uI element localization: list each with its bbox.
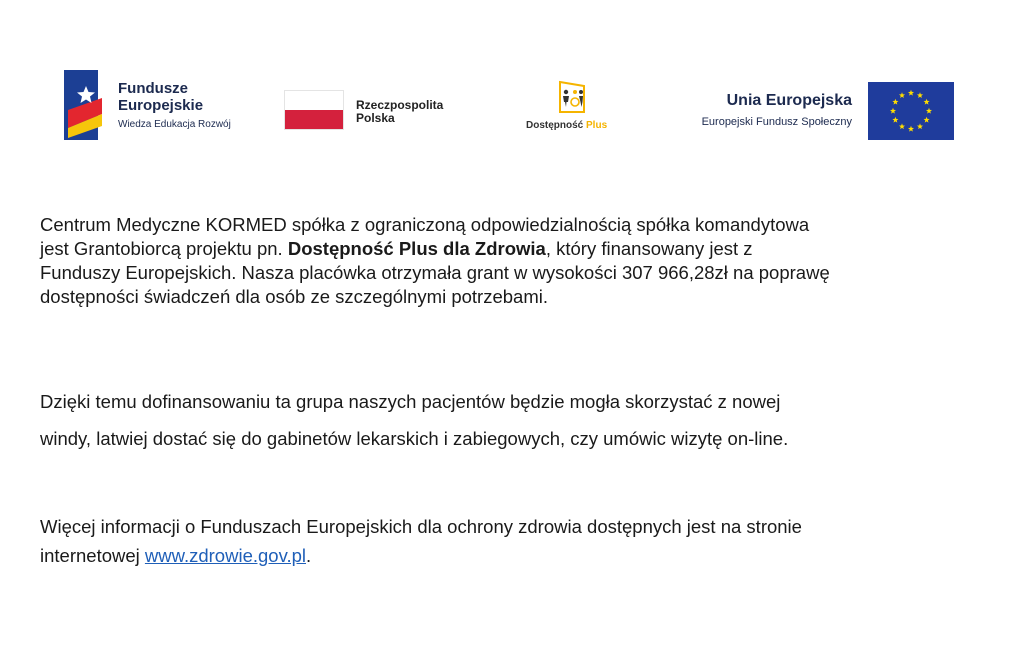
- unia-subtitle: Europejski Fundusz Społeczny: [701, 116, 852, 128]
- polish-flag-icon: [284, 90, 344, 130]
- paragraph1-line4: dostępności świadczeń dla osób ze szczególnymi potrzebami.: [40, 286, 548, 307]
- paragraph-more-info: [40, 512, 1000, 570]
- paragraph1-line2-end: , który finansowany jest z: [545, 238, 753, 259]
- paragraph2-line1: Dzięki temu dofinansowaniu ta grupa naszych pacjentów będzie mogła skorzystać z nowej: [40, 391, 781, 412]
- fundusze-tagline: Wiedza Edukacja Rozwój: [118, 119, 231, 130]
- paragraph3-line2-end: .: [306, 545, 312, 566]
- rzeczpospolita-polska-logo: [284, 88, 474, 136]
- paragraph1-line2-start: jest Grantobiorcą projektu pn.: [40, 238, 288, 259]
- polska-title-line2: Polska: [356, 111, 395, 125]
- fundusze-title-line2: Europejskie: [118, 97, 204, 114]
- eu-flag-icon: [868, 82, 954, 140]
- accessibility-people-icon: [554, 80, 590, 114]
- zdrowie-gov-link[interactable]: www.zdrowie.gov.pl: [144, 545, 306, 566]
- dostepnosc-plus-label: [526, 120, 607, 132]
- paragraph3-line2: [40, 541, 1000, 570]
- fundusze-europejskie-icon: [64, 70, 108, 140]
- dostepnosc-plus-logo: [520, 80, 630, 136]
- paragraph-grant-info: [40, 213, 1000, 309]
- paragraph3-line1: Więcej informacji o Funduszach Europejskich dla ochrony zdrowia dostępnych jest na stronie: [40, 516, 802, 537]
- fundusze-title-line1: Fundusze: [118, 80, 188, 97]
- logo-bar: [0, 0, 1024, 170]
- unia-europejska-logo: [672, 82, 962, 142]
- paragraph2-line2: windy, latwiej dostać się do gabinetów lekarskich i zabiegowych, czy umówic wizytę on-line.: [40, 428, 789, 449]
- fundusze-europejskie-logo: [64, 66, 264, 150]
- paragraph1-line2: [40, 237, 1000, 261]
- paragraph1-line1: Centrum Medyczne KORMED spółka z ograniczoną odpowiedzialnością spółka komandytowa: [40, 214, 810, 235]
- dostepnosc-name: Dostępność: [526, 120, 584, 131]
- paragraph3-line2-start: internetowej: [40, 545, 145, 566]
- dostepnosc-plus-word: Plus: [586, 120, 608, 131]
- unia-title: Unia Europejska: [726, 92, 852, 109]
- paragraph1-line3: Funduszy Europejskich. Nasza placówka otrzymała grant w wysokości 307 966,28zł na poprawę: [40, 262, 830, 283]
- paragraph-benefits: [40, 383, 1000, 457]
- project-name: Dostępność Plus dla Zdrowia: [287, 238, 546, 259]
- polska-title-line1: Rzeczpospolita: [356, 98, 444, 112]
